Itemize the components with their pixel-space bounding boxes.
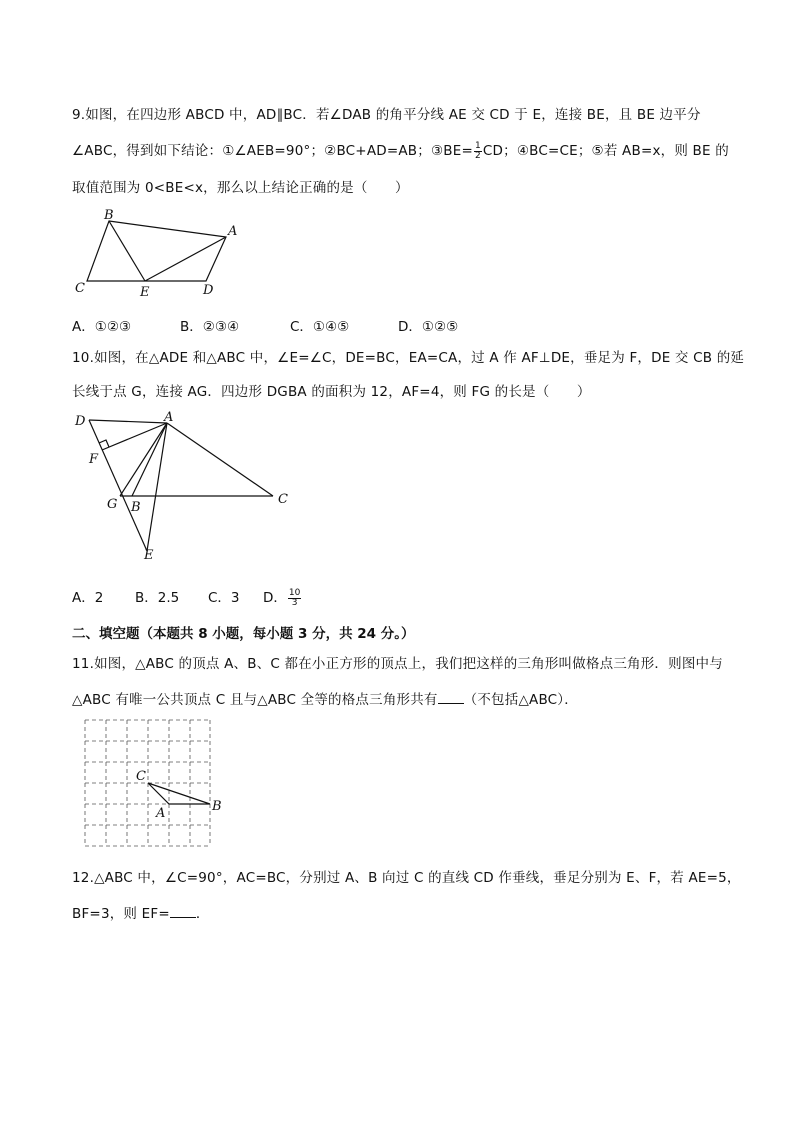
q10-segment-af [102,423,167,450]
q10-option-d-fraction [288,589,301,608]
q10-figure [60,405,300,565]
q9-option-b: B．②③④ [180,319,240,335]
q9-figure [60,200,260,300]
q12-line-2-pre: BF=3，则 EF= [72,906,170,922]
q10-segment-de [89,420,147,551]
section-2-title: 二、填空题（本题共 8 小题，每小题 3 分，共 24 分。） [72,626,415,642]
q12-line-2-post: ． [195,906,210,922]
q9-line-2-post: CD；④BC=CE；⑤若 AB=x，则 BE 的 [482,143,729,159]
q9-label-c: C [75,281,85,296]
q9-line-3: 取值范围为 0<BE<x，那么以上结论正确的是（ ） [72,180,409,196]
q11-label-c: C [136,769,146,784]
q11-grid-figure [80,715,230,850]
q9-label-e: E [140,285,150,300]
q9-option-d: D．①②⑤ [398,319,459,335]
q10-option-d-numerator: 10 [288,587,301,598]
q9-label-d: D [203,283,214,298]
q12-line-2 [72,902,210,922]
q10-options [72,586,302,608]
q10-option-d-denominator: 3 [291,597,298,608]
q10-label-d: D [75,414,86,429]
q12-line-1: 12.△ABC 中，∠C=90°，AC=BC，分别过 A、B 向过 C 的直线 CD 作垂线，垂足分别为 E、F，若 AE=5， [72,870,741,886]
q9-fraction-denominator: 2 [474,150,481,161]
q9-option-c: C．①④⑤ [290,319,350,335]
q10-label-g: G [107,497,118,512]
q9-fraction [474,142,482,161]
q10-segment-ac [167,423,273,496]
q9-quadrilateral [87,221,226,281]
q11-line-1: 11.如图，△ABC 的顶点 A、B、C 都在小正方形的顶点上，我们把这样的三角形叫做格点三角形．则图中与 [72,656,723,672]
q9-line-2 [72,139,729,161]
q9-line-1: 9.如图，在四边形 ABCD 中，AD∥BC．若∠DAB 的角平分线 AE 交 CD 于 E，连接 BE，且 BE 边平分 [72,107,701,123]
q9-label-b: B [104,208,114,223]
q11-line-2-post: （不包括△ABC）． [463,692,578,708]
q10-option-d-prefix: D． [263,590,287,606]
q10-label-f: F [89,452,99,467]
q10-option-d [263,586,302,608]
q9-line-2-pre: ∠ABC，得到如下结论：①∠AEB=90°；②BC+AD=AB；③BE= [72,143,473,159]
q11-line-2 [72,688,578,708]
q9-segment-ae [145,237,226,281]
q10-label-c: C [278,492,288,507]
q10-label-b: B [131,500,141,515]
q10-option-a: A．2 [72,590,104,606]
q10-line-2: 长线于点 G，连接 AG．四边形 DGBA 的面积为 12，AF=4，则 FG 的长是（ ） [72,384,591,400]
q11-label-b: B [212,799,222,814]
q9-label-a: A [228,224,238,239]
q9-fraction-numerator: 1 [474,140,481,151]
q10-option-c: C．3 [208,590,240,606]
q10-line-1: 10.如图，在△ADE 和△ABC 中，∠E=∠C，DE=BC，EA=CA，过 A 作 AF⊥DE，垂足为 F，DE 交 CB 的延 [72,350,745,366]
q10-segment-ag [120,423,167,496]
q12-answer-blank[interactable] [170,905,196,918]
q10-label-e: E [144,548,154,563]
q11-line-2-pre: △ABC 有唯一公共顶点 C 且与△ABC 全等的格点三角形共有 [72,692,438,708]
q9-options [72,315,458,335]
q10-label-a: A [164,410,174,425]
q10-segment-ae [147,423,167,551]
q11-grid [85,720,210,846]
q10-segment-da [89,420,167,423]
q11-label-a: A [156,806,166,821]
q9-segment-be [109,221,145,281]
q11-triangle-abc [148,783,210,804]
q10-option-b: B．2.5 [135,590,180,606]
q9-option-a: A．①②③ [72,319,132,335]
q11-answer-blank[interactable] [438,691,464,704]
